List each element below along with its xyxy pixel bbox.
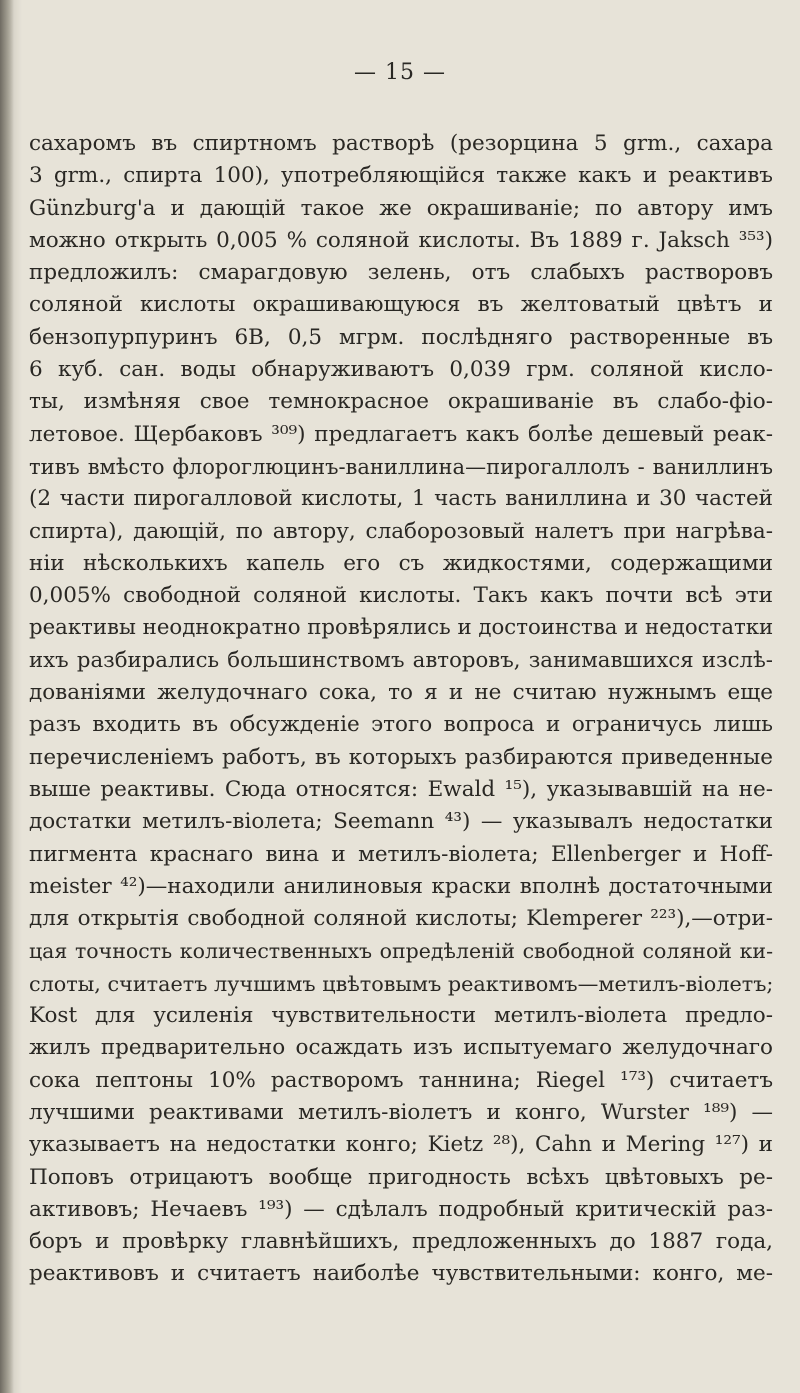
text-line: реактивы неоднократно провѣрялись и достоинства и недостатки <box>29 615 773 641</box>
text-line: соляной кислоты окрашивающуюся въ желтоватый цвѣтъ и <box>29 292 773 318</box>
text-line: сока пептоны 10% растворомъ таннина; Riegel ¹⁷³) считаетъ <box>29 1067 773 1093</box>
text-line: боръ и провѣрку главнѣйшихъ, предложенныхъ до 1887 года, <box>29 1229 773 1255</box>
text-line: спирта), дающій, по автору, слаборозовый налетъ при нагрѣва- <box>29 518 773 544</box>
text-line: активовъ; Нечаевъ ¹⁹³) — сдѣлалъ подробный критическій раз- <box>29 1196 773 1222</box>
text-line: Поповъ отрицаютъ вообще пригодность всѣхъ цвѣтовыхъ ре- <box>29 1164 773 1190</box>
text-line: жилъ предварительно осаждать изъ испытуемаго желудочнаго <box>29 1035 773 1061</box>
text-line: слоты, считаетъ лучшимъ цвѣтовымъ реактивомъ—метилъ-віолетъ; <box>29 971 773 996</box>
text-line: ихъ разбирались большинствомъ авторовъ, занимавшихся изслѣ- <box>29 647 773 673</box>
text-line: предложилъ: смарагдовую зелень, отъ слабыхъ растворовъ <box>29 260 773 286</box>
text-line: можно открыть 0,005 % соляной кислоты. Въ 1889 г. Jaksch ³⁵³) <box>29 227 773 253</box>
text-line: бензопурпуринъ 6В, 0,5 мгрм. послѣдняго растворенные въ <box>29 324 773 350</box>
text-line: цая точность количественныхъ опредѣленій свободной соляной ки- <box>29 939 773 964</box>
text-line: Günzburg'а и дающій такое же окрашиваніе; по автору имъ <box>29 195 773 221</box>
body-text <box>29 128 773 1291</box>
text-line: ніи нѣсколькихъ капель его съ жидкостями, содержащими <box>29 550 773 576</box>
text-line: летовое. Щербаковъ ³⁰⁹) предлагаетъ какъ болѣе дешевый реак- <box>29 421 773 447</box>
text-line: лучшими реактивами метилъ-віолетъ и конго, Wurster ¹⁸⁹) — <box>29 1099 773 1125</box>
text-line: разъ входить въ обсужденіе этого вопроса и ограничусь лишь <box>29 712 773 738</box>
text-line: (2 части пирогалловой кислоты, 1 часть ваниллина и 30 частей <box>29 486 773 512</box>
text-line: перечисленіемъ работъ, въ которыхъ разбираются приведенные <box>29 744 773 770</box>
text-line: выше реактивы. Сюда относятся: Ewald ¹⁵), указывавшій на не- <box>29 776 773 802</box>
text-line: 0,005% свободной соляной кислоты. Такъ какъ почти всѣ эти <box>29 583 773 609</box>
page-number-header: — 15 — <box>354 60 446 85</box>
text-line: Kost для усиленія чувствительности метилъ-віолета предло- <box>29 1003 773 1029</box>
text-line: реактивовъ и считаетъ наиболѣе чувствительными: конго, ме- <box>29 1261 773 1287</box>
text-line: дованіями желудочнаго сока, то я и не считаю нужнымъ еще <box>29 680 773 706</box>
page-binding-shadow <box>0 0 14 1393</box>
text-line: тивъ вмѣсто флороглюцинъ-ваниллина—пирогаллолъ - ваниллинъ <box>29 454 773 479</box>
text-line: пигмента краснаго вина и метилъ-віолета; Ellenberger и Hoff- <box>29 841 773 867</box>
text-line: 3 grm., спирта 100), употребляющійся также какъ и реактивъ <box>29 163 773 189</box>
text-line: для открытія свободной соляной кислоты; Klemperer ²²³),—отри- <box>29 906 773 932</box>
text-line: ты, измѣняя свое темнокрасное окрашиваніе въ слабо-фіо- <box>29 389 773 415</box>
text-line: 6 куб. сан. воды обнаруживаютъ 0,039 грм. соляной кисло- <box>29 357 773 383</box>
text-line: достатки метилъ-віолета; Seemann ⁴³) — указывалъ недостатки <box>29 809 773 835</box>
text-line: указываетъ на недостатки конго; Kietz ²⁸), Cahn и Mering ¹²⁷) и <box>29 1132 773 1158</box>
text-line: meister ⁴²)—находили анилиновыя краски вполнѣ достаточными <box>29 873 773 899</box>
text-line: сахаромъ въ спиртномъ растворѣ (резорцина 5 grm., сахара <box>29 131 773 156</box>
